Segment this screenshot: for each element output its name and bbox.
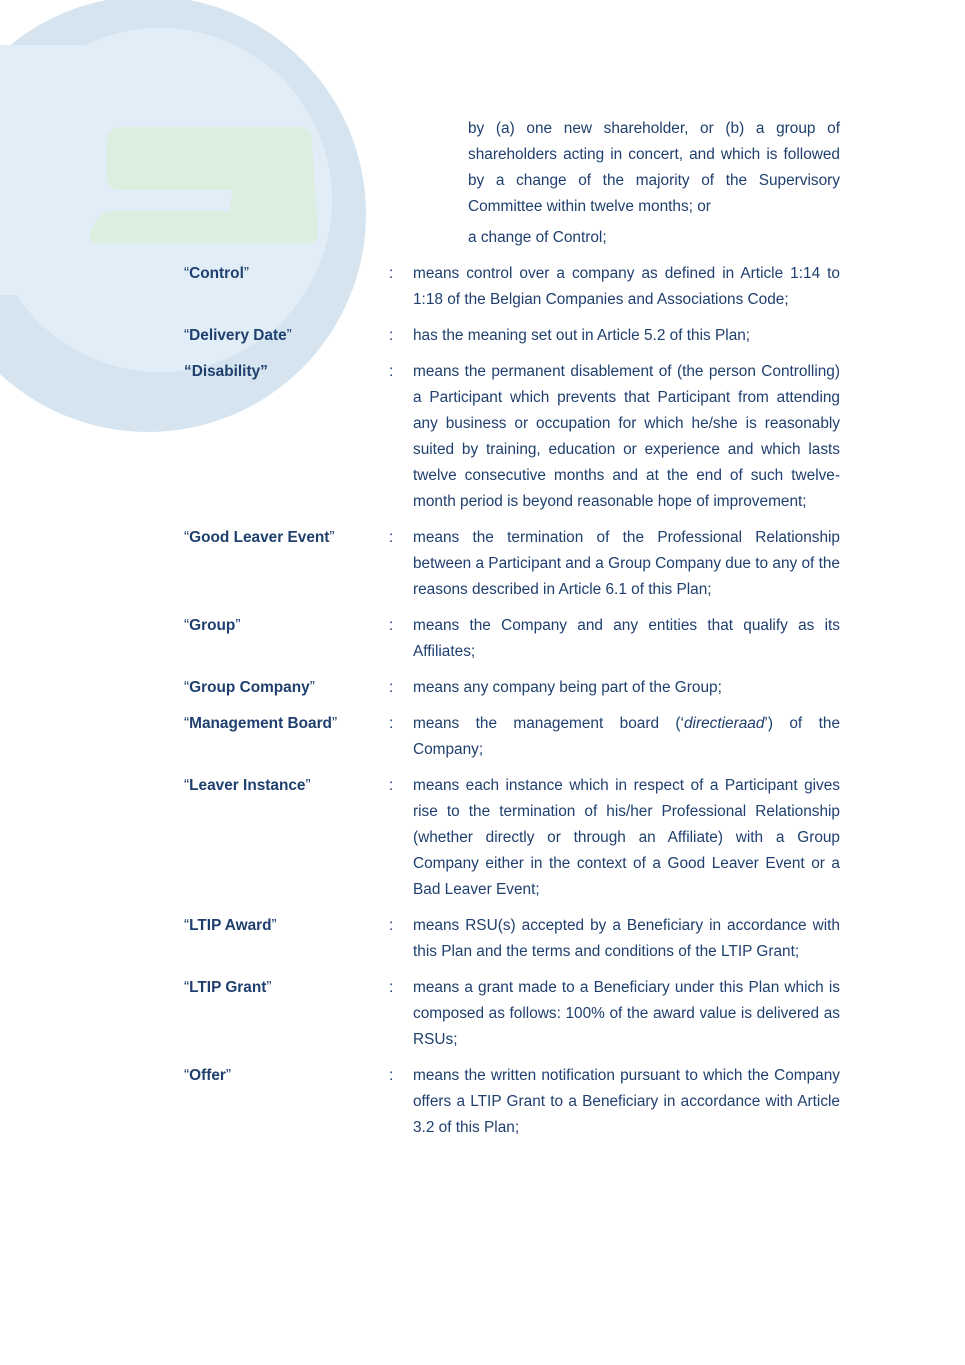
continuation-paragraph: by (a) one new shareholder, or (b) a group of shareholders acting in concert, and which is followed by a change of the majority of the Supervisory Committee within twelve months; or — [468, 120, 840, 215]
definition-term: “Offer” — [184, 1067, 232, 1084]
definition-text: has the meaning set out in Article 5.2 of this Plan; — [413, 327, 751, 344]
definition-colon: : — [389, 617, 394, 634]
definition-colon: : — [389, 327, 394, 344]
continuation-paragraph-last: a change of Control; — [468, 229, 607, 246]
definition-text: means control over a company as defined in Article 1:14 to 1:18 of the Belgian Companies and Associations Code; — [413, 265, 840, 308]
definition-term: “Group” — [184, 617, 241, 634]
definition-row — [184, 675, 840, 701]
definition-colon: : — [389, 777, 394, 794]
definition-row — [184, 323, 840, 349]
definition-term: “Management Board” — [184, 715, 338, 732]
definition-term: “LTIP Award” — [184, 917, 277, 934]
definitions-list — [184, 261, 840, 1151]
definition-text: means the termination of the Professional Relationship between a Participant and a Group Company due to any of the reasons described in Article 6.1 of this Plan; — [413, 529, 840, 598]
continuation-block — [468, 116, 840, 251]
definition-colon: : — [389, 979, 394, 996]
definition-colon: : — [389, 265, 394, 282]
definition-colon: : — [389, 679, 394, 696]
definition-term: “Leaver Instance” — [184, 777, 311, 794]
definition-text: means each instance which in respect of a Participant gives rise to the termination of his/her Professional Relationship (whether directly or through an Affiliate) with a Group Company either in the context of a Good Leaver Event or a Bad Leaver Event; — [413, 777, 840, 898]
definition-row — [184, 913, 840, 965]
definition-text: means the management board (‘directieraad’) of the Company; — [413, 715, 841, 758]
definition-colon: : — [389, 363, 394, 380]
definition-term: “Disability” — [184, 363, 268, 380]
definition-colon: : — [389, 529, 394, 546]
definition-row — [184, 613, 840, 665]
definition-term: “Group Company” — [184, 679, 315, 696]
definition-row — [184, 975, 840, 1053]
definition-row — [184, 711, 840, 763]
definition-row — [184, 261, 840, 313]
definition-term: “Delivery Date” — [184, 327, 292, 344]
definition-colon: : — [389, 715, 394, 732]
definition-text: means any company being part of the Group; — [413, 679, 722, 696]
definition-term: “LTIP Grant” — [184, 979, 272, 996]
definition-colon: : — [389, 917, 394, 934]
definition-term: “Good Leaver Event” — [184, 529, 335, 546]
definition-text: means a grant made to a Beneficiary under this Plan which is composed as follows: 100% of the award value is delivered as RSUs; — [413, 979, 840, 1048]
definition-text: means the permanent disablement of (the person Controlling) a Participant which prevents that Participant from attending any business or occupation for which he/she is reasonably suited by training, education or experience and which lasts twelve consecutive months and at the end of such twelve-month period is beyond reasonable hope of improvement; — [413, 363, 840, 510]
definition-row — [184, 359, 840, 515]
definition-text: means the Company and any entities that qualify as its Affiliates; — [413, 617, 840, 660]
definition-text: means the written notification pursuant to which the Company offers a LTIP Grant to a Beneficiary in accordance with Article 3.2 of this Plan; — [413, 1067, 840, 1136]
definition-colon: : — [389, 1067, 394, 1084]
definition-row — [184, 773, 840, 903]
definition-text: means RSU(s) accepted by a Beneficiary in accordance with this Plan and the terms and conditions of the LTIP Grant; — [413, 917, 840, 960]
definition-term: “Control” — [184, 265, 249, 282]
definition-row — [184, 1063, 840, 1141]
definition-row — [184, 525, 840, 603]
